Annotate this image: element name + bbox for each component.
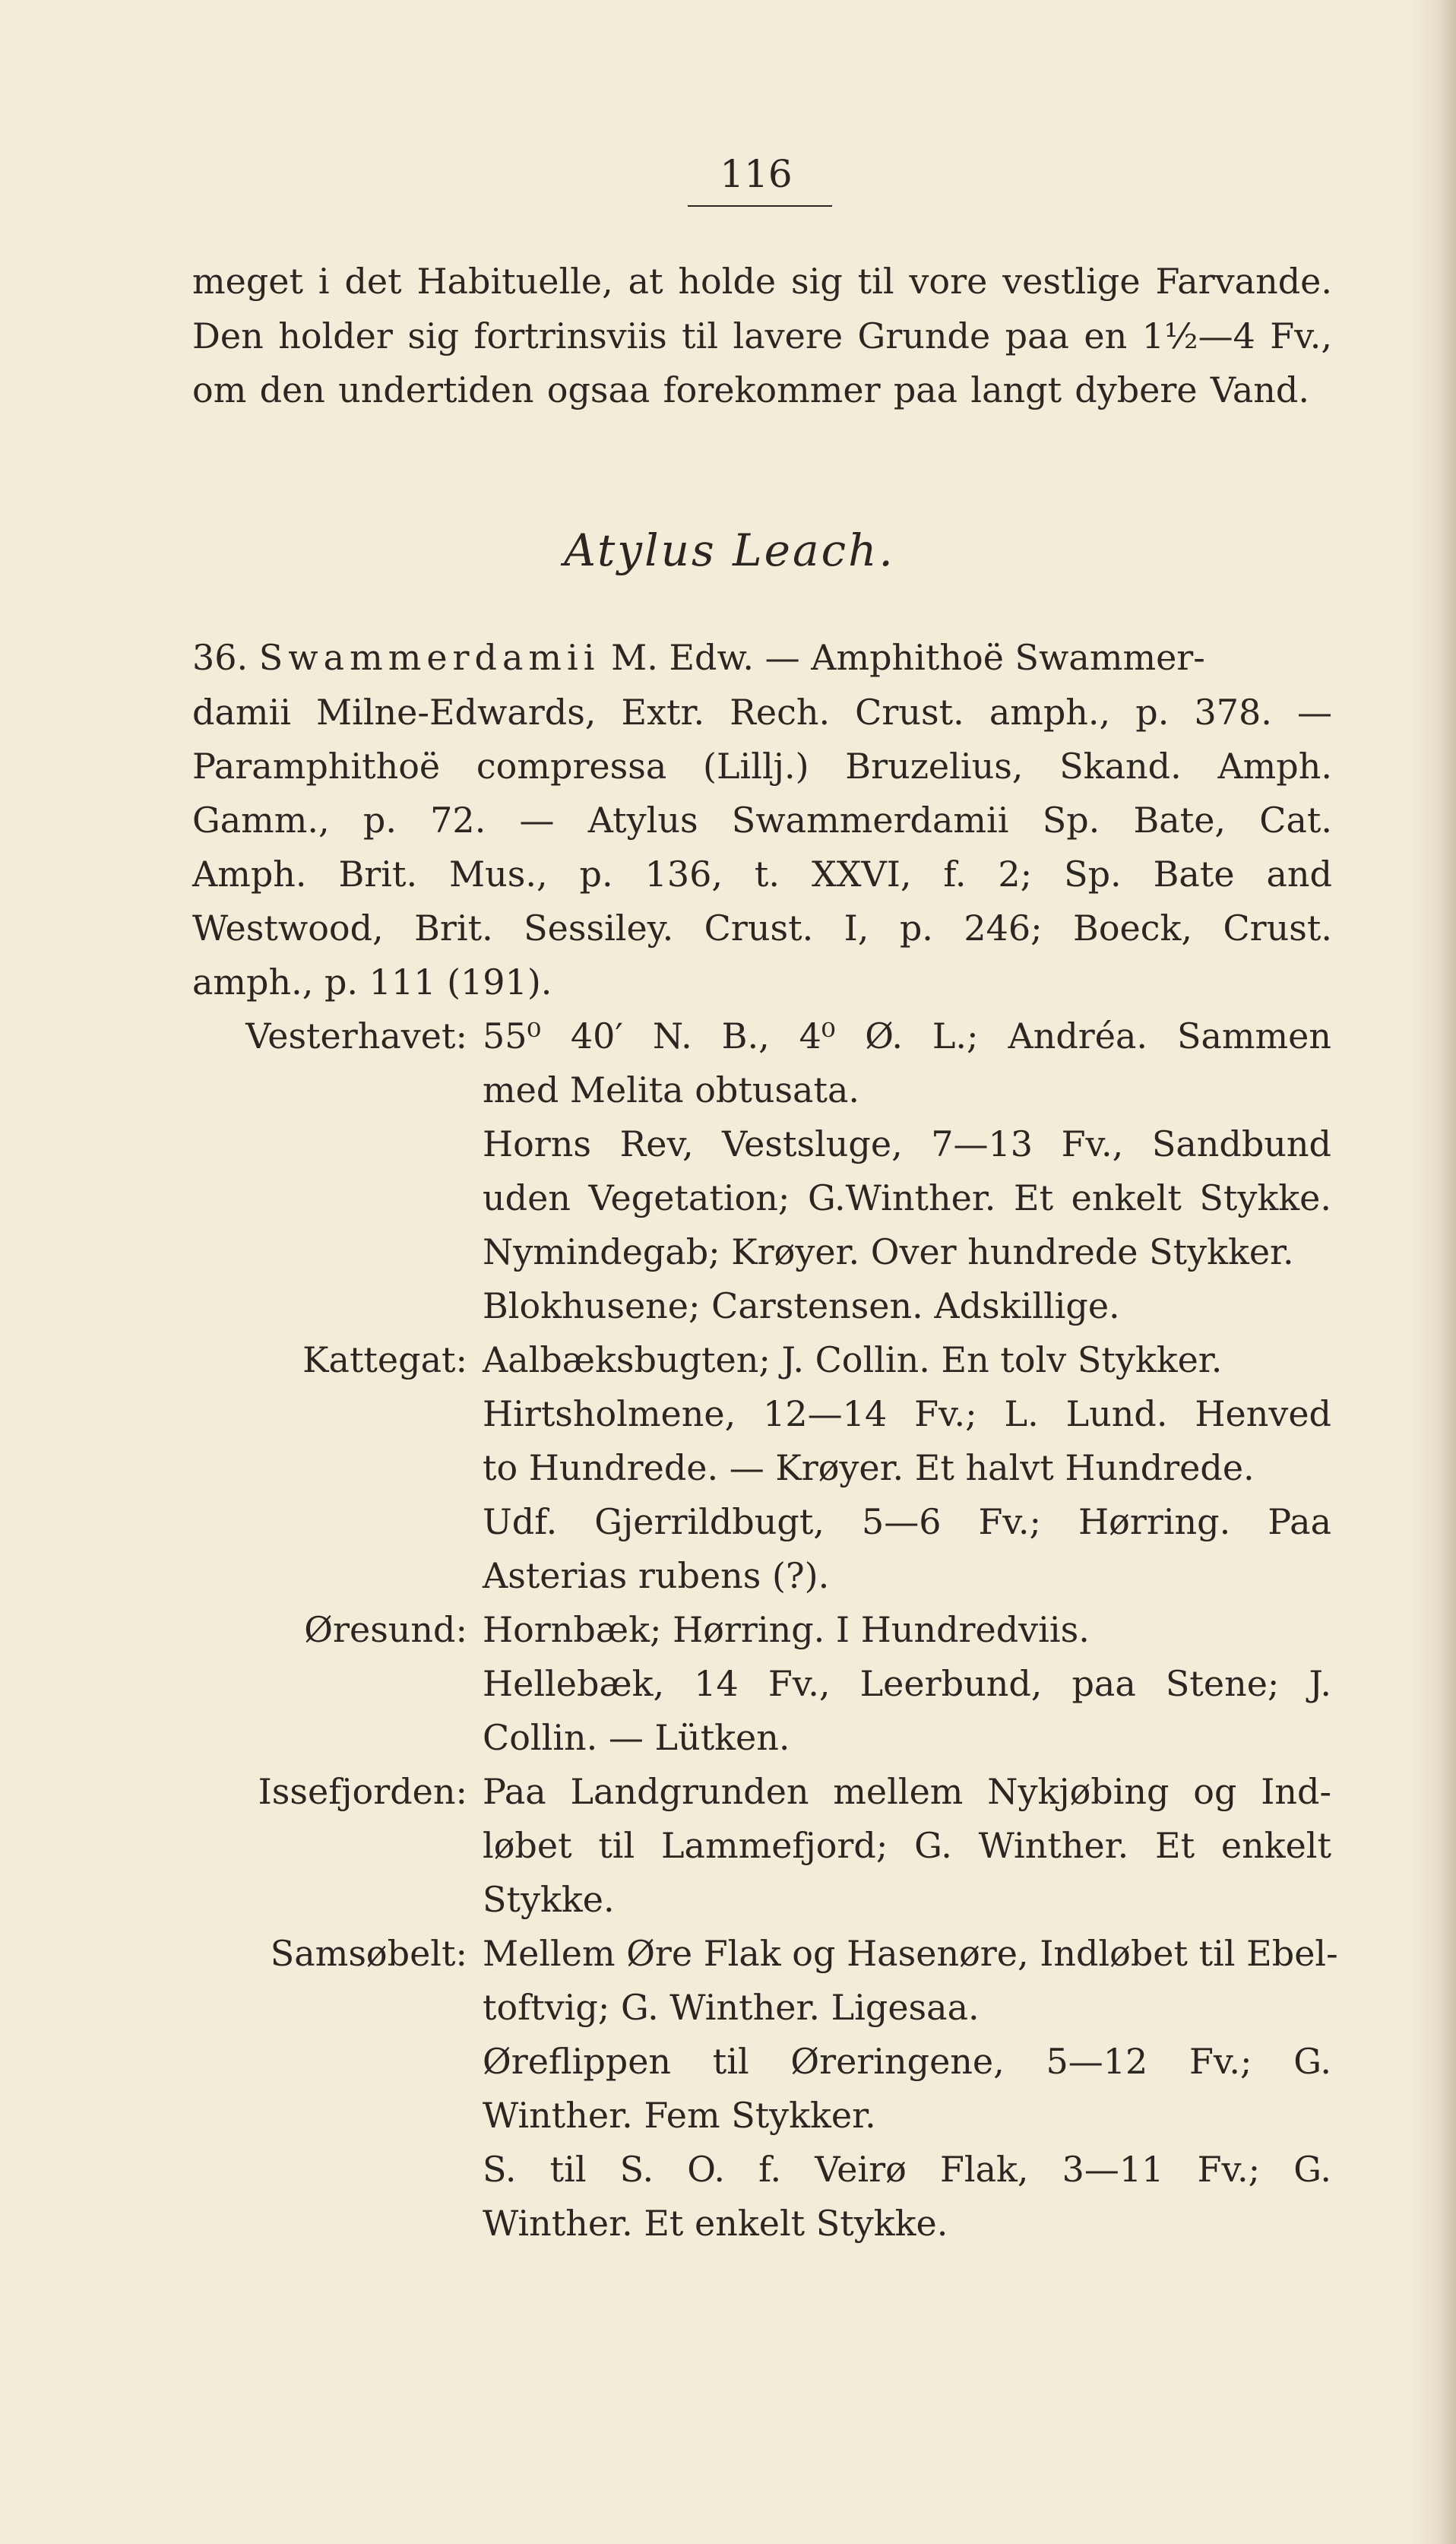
species-author: M. Edw.	[611, 637, 755, 678]
locality-line: Winther. Fem Stykker.	[483, 2095, 876, 2136]
locality-line: Nymindegab; Krøyer. Over hundrede Stykker.	[483, 1231, 1294, 1272]
species-name: Swammerdamii	[258, 637, 600, 678]
page-edge-shadow	[1410, 0, 1456, 2544]
locality-label-oresund: Øresund:	[304, 1609, 467, 1650]
locality-line: Udf. Gjerrildbugt, 5—6 Fv.; Hørring. Paa	[483, 1501, 1331, 1542]
locality-label-issefjorden: Issefjorden:	[258, 1771, 467, 1812]
locality-label-kattegat: Kattegat:	[302, 1339, 467, 1380]
locality-line: Horns Rev, Vestsluge, 7—13 Fv., Sandbund	[483, 1123, 1331, 1164]
locality-line: Hellebæk, 14 Fv., Leerbund, paa Stene; J.	[483, 1663, 1331, 1704]
locality-label-vesterhavet: Vesterhavet:	[245, 1015, 467, 1057]
locality-line: Stykke.	[483, 1879, 615, 1920]
locality-line: Winther. Et enkelt Stykke.	[483, 2203, 948, 2244]
synonymy-line-2: damii Milne-Edwards, Extr. Rech. Crust. amph., p. 378. —	[192, 692, 1332, 733]
species-number: 36.	[192, 637, 248, 678]
locality-line: Paa Landgrunden mellem Nykjøbing og Ind-	[483, 1771, 1331, 1812]
locality-line: Asterias rubens (?).	[483, 1555, 830, 1596]
locality-line: Collin. — Lütken.	[483, 1717, 790, 1758]
genus-heading: Atylus Leach.	[564, 524, 895, 576]
synonymy-line-6: Westwood, Brit. Sessiley. Crust. I, p. 246; Boeck, Crust.	[192, 908, 1332, 949]
synonymy-line-7: amph., p. 111 (191).	[192, 962, 552, 1003]
locality-line: Blokhusene; Carstensen. Adskillige.	[483, 1285, 1120, 1326]
synonymy-line-4: Gamm., p. 72. — Atylus Swammerdamii Sp. Bate, Cat.	[192, 800, 1332, 841]
locality-label-samsobelt: Samsøbelt:	[270, 1933, 467, 1974]
synonymy-line-3: Paramphithoë compressa (Lillj.) Bruzelius, Skand. Amph.	[192, 746, 1332, 787]
locality-line: 55⁰ 40′ N. B., 4⁰ Ø. L.; Andréa. Sammen	[483, 1015, 1331, 1057]
species-first-line	[192, 635, 1332, 680]
locality-line: Hirtsholmene, 12—14 Fv.; L. Lund. Henved	[483, 1393, 1331, 1434]
locality-line: Mellem Øre Flak og Hasenøre, Indløbet til Ebel-	[483, 1933, 1338, 1974]
locality-line: uden Vegetation; G.Winther. Et enkelt Stykke.	[483, 1177, 1331, 1218]
intro-line-1: meget i det Habituelle, at holde sig til vore vestlige Farvande.	[192, 261, 1332, 302]
locality-line: Aalbæksbugten; J. Collin. En tolv Stykker.	[483, 1339, 1223, 1380]
locality-line: to Hundrede. — Krøyer. Et halvt Hundrede.	[483, 1447, 1255, 1488]
locality-line: løbet til Lammefjord; G. Winther. Et enkelt	[483, 1825, 1331, 1866]
synonymy-line-1: — Amphithoë Swammer-	[764, 637, 1205, 678]
synonymy-line-5: Amph. Brit. Mus., p. 136, t. XXVI, f. 2; Sp. Bate and	[192, 854, 1332, 895]
intro-line-3: om den undertiden ogsaa forekommer paa langt dybere Vand.	[192, 369, 1309, 410]
locality-line: toftvig; G. Winther. Ligesaa.	[483, 1987, 980, 2028]
locality-line: Hornbæk; Hørring. I Hundredviis.	[483, 1609, 1090, 1650]
page-number-rule	[688, 205, 832, 207]
locality-line: med Melita obtusata.	[483, 1069, 860, 1110]
intro-line-2: Den holder sig fortrinsviis til lavere Grunde paa en 1½—4 Fv.,	[192, 315, 1332, 356]
locality-line: Øreflippen til Øreringene, 5—12 Fv.; G.	[483, 2041, 1331, 2082]
page-number: 116	[720, 152, 793, 196]
locality-line: S. til S. O. f. Veirø Flak, 3—11 Fv.; G.	[483, 2149, 1331, 2190]
